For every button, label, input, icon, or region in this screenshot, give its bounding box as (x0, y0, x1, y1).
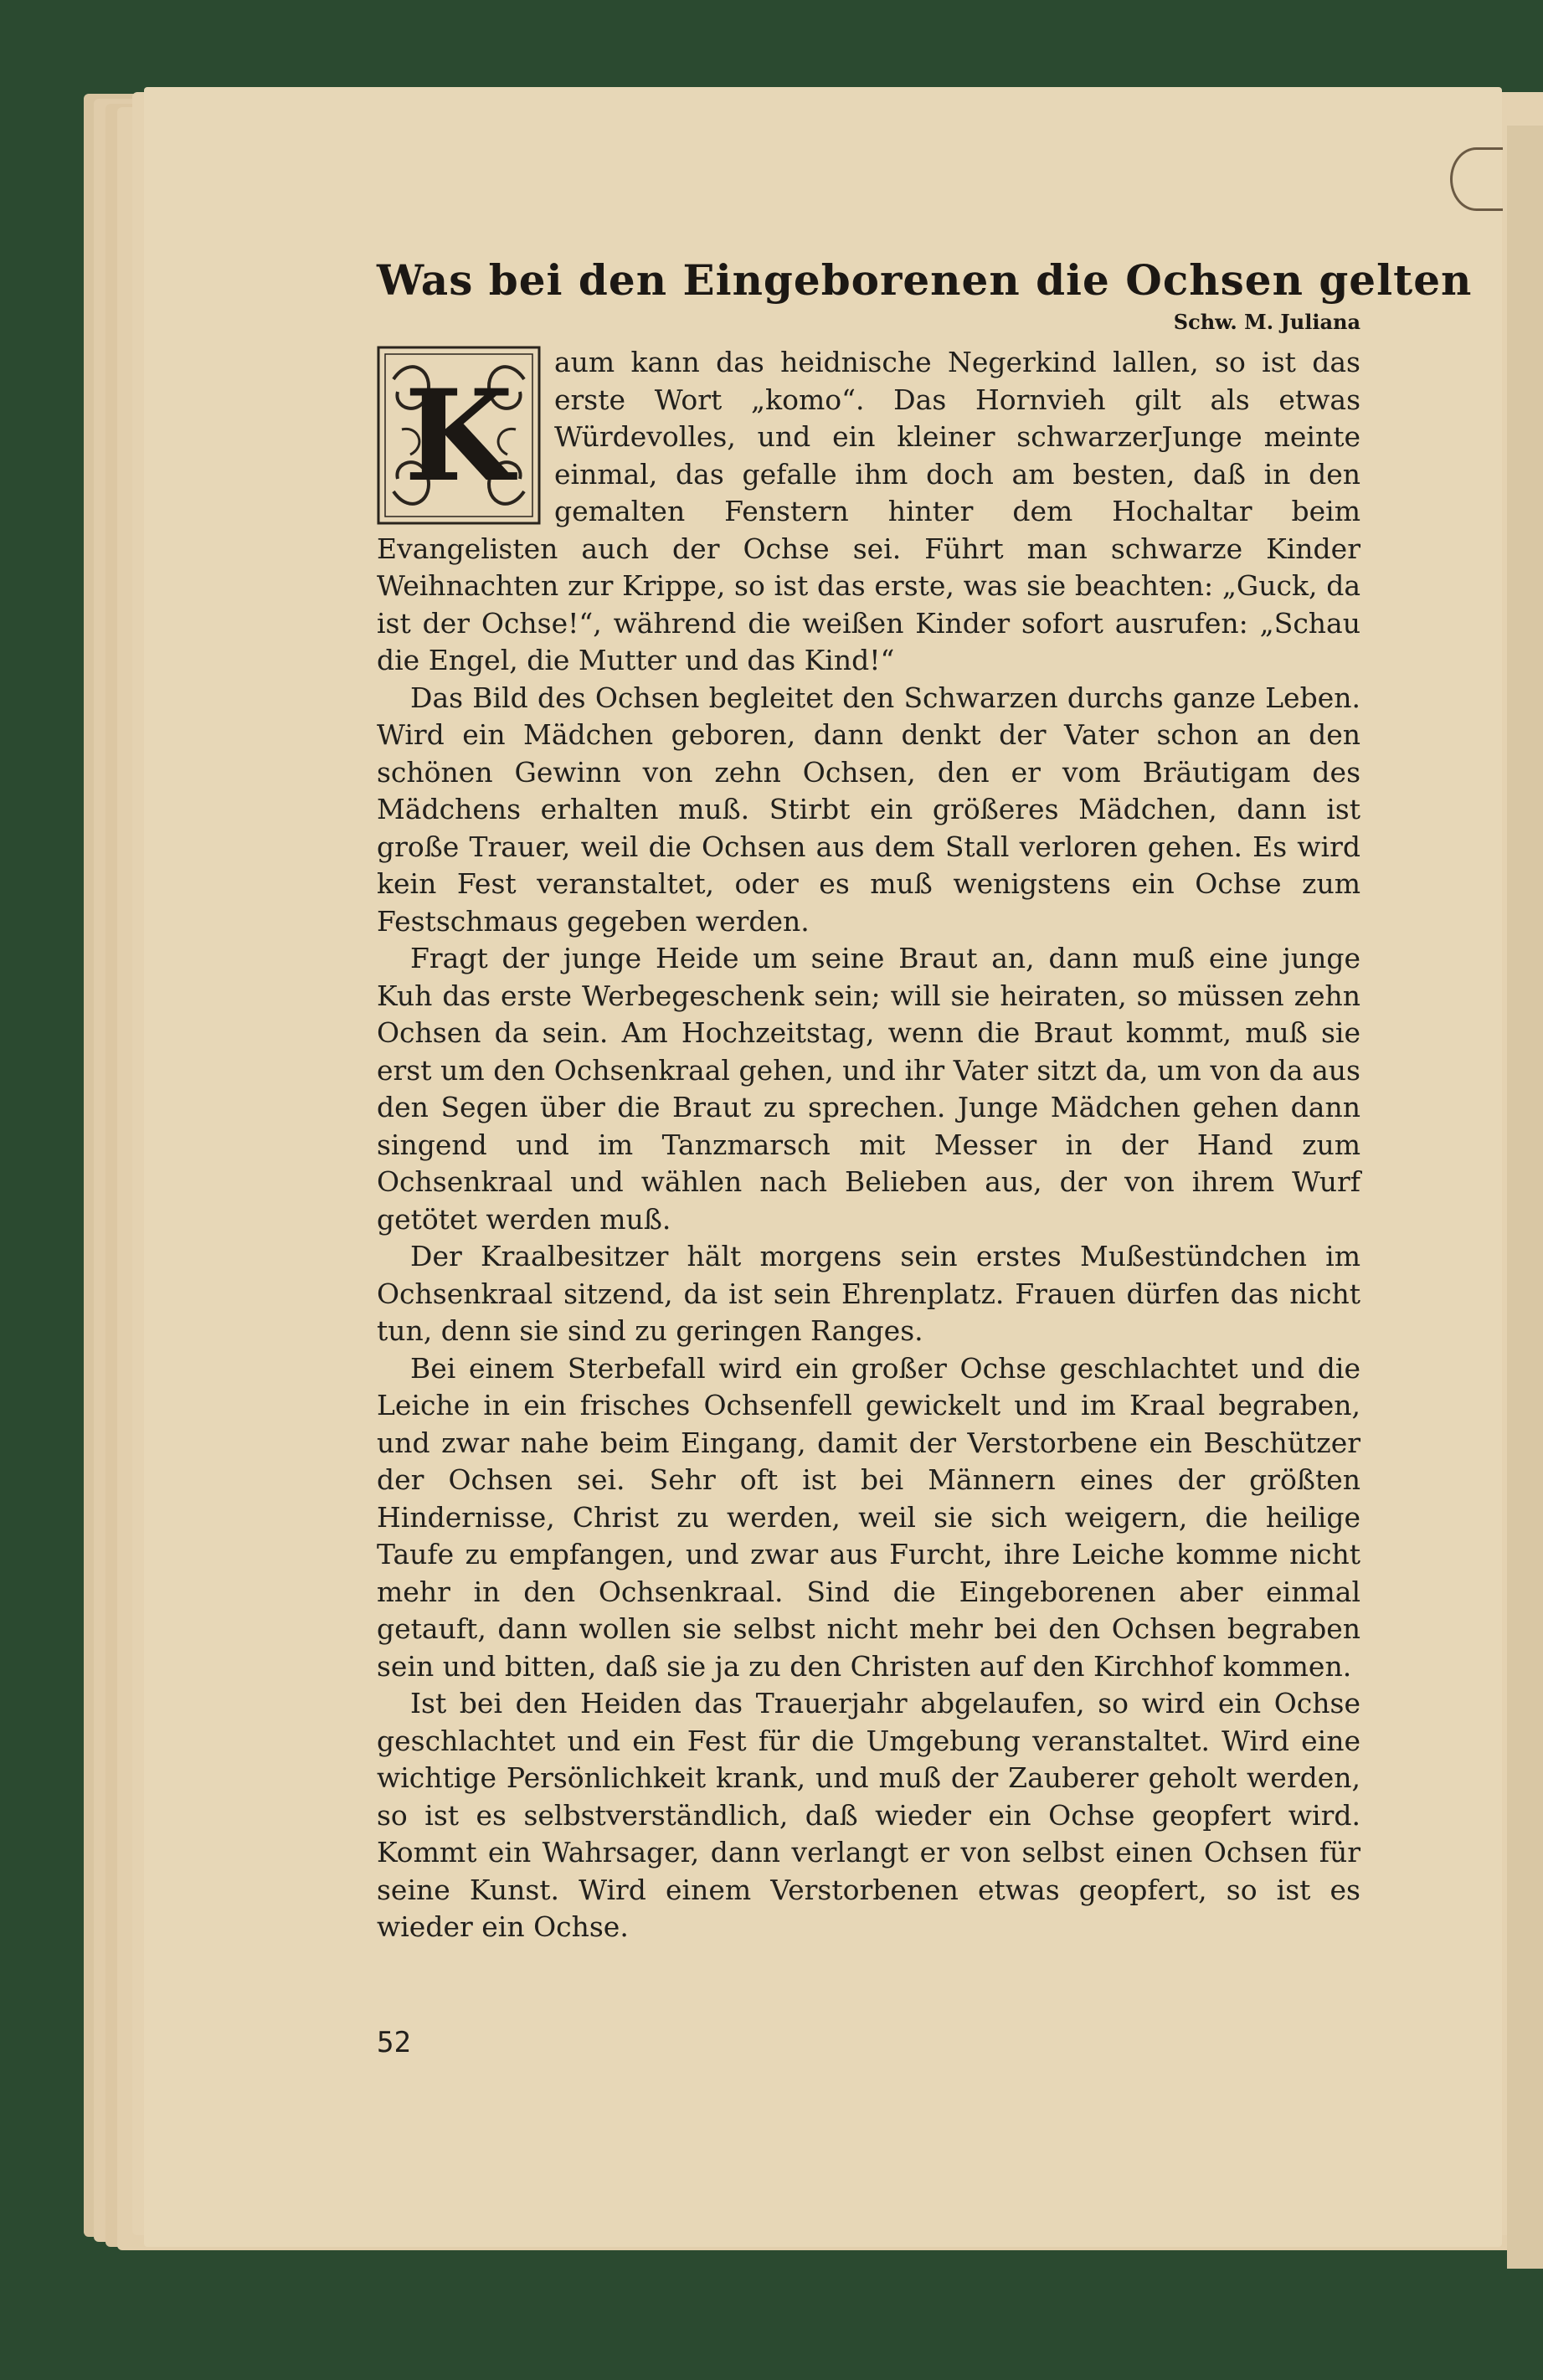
first-paragraph (377, 344, 1360, 680)
article (377, 255, 1473, 1946)
paragraph: Das Bild des Ochsen begleitet den Schwarzen durchs ganze Leben. Wird ein Mädchen geboren, dann denkt der Vater schon an den schönen Gewinn von zehn Ochsen, den er vom Bräutigam des Mädchens erhalten muß. Stirbt ein größeres Mädchen, dann ist große Trauer, weil die Ochsen aus dem Stall verloren gehen. Es wird kein Fest veranstaltet, oder es muß wenigstens ein Ochse zum Festschmaus gegeben werden. (377, 681, 1360, 938)
ornamental-initial (377, 346, 541, 525)
binding-hole (1450, 147, 1503, 211)
paragraph: Fragt der junge Heide um seine Braut an, dann muß eine junge Kuh das erste Werbegeschenk sein; will sie heiraten, so müssen zehn Ochsen da sein. Am Hochzeitstag, wenn die Braut kommt, muß sie erst um den Ochsenkraal gehen, und ihr Vater sitzt da, um von da aus den Segen über die Braut zu sprechen. Junge Mädchen gehen dann singend und im Tanzmarsch mit Messer in der Hand zum Ochsenkraal und wählen nach Belieben aus, der von ihrem Wurf getötet werden muß. (377, 942, 1360, 1236)
facing-page-edge (1507, 126, 1543, 2269)
dropcap-letter: K (404, 362, 514, 510)
paragraph: Bei einem Sterbefall wird ein großer Ochse geschlachtet und die Leiche in ein frisches Ochsenfell gewickelt und im Kraal begraben, und zwar nahe beim Eingang, damit der Verstorbene ein Beschützer der Ochsen sei. Sehr oft ist bei Männern eines der größten Hindernisse, Christ zu werden, weil sie sich weigern, die heilige Taufe zu empfangen, und zwar aus Furcht, ihre Leiche komme nicht mehr in den Ochsenkraal. Sind die Eingeborenen aber einmal getauft, dann wollen sie selbst nicht mehr bei den Ochsen begraben sein und bitten, daß sie ja zu den Christen auf den Kirchhof kommen. (377, 1351, 1360, 1683)
article-body (377, 344, 1360, 1946)
page-number: 52 (377, 2026, 411, 2059)
article-title: Was bei den Eingeborenen die Ochsen gelten (377, 255, 1473, 305)
paragraph: Ist bei den Heiden das Trauerjahr abgelaufen, so wird ein Ochse geschlachtet und ein Fest für die Umgebung veranstaltet. Wird eine wichtige Persönlichkeit krank, und muß der Zauberer geholt werden, so ist es selbstverständlich, daß wieder ein Ochse geopfert wird. Kommt ein Wahrsager, dann verlangt er von selbst einen Ochsen für seine Kunst. Wird einem Verstorbenen etwas geopfert, so ist es wieder ein Ochse. (377, 1687, 1360, 1943)
paragraph: Der Kraalbesitzer hält morgens sein erstes Mußestündchen im Ochsenkraal sitzend, da ist sein Ehrenplatz. Frauen dürfen das nicht tun, denn sie sind zu geringen Ranges. (377, 1240, 1360, 1347)
article-author: Schw. M. Juliana (1173, 310, 1360, 334)
first-paragraph-text: aum kann das heidnische Negerkind lallen, so ist das erste Wort „komo“. Das Hornvieh gilt als etwas Würdevolles, und ein kleiner schwarzerJunge meinte einmal, das gefalle ihm doch am besten, daß in den gemalten Fenstern hinter dem Hochaltar beim Evangelisten auch der Ochse sei. Führt man schwarze Kinder Weihnachten zur Krippe, so ist das erste, was sie beachten: „Guck, da ist der Ochse!“, während die weißen Kinder sofort ausrufen: „Schau die Engel, die Mutter und das Kind!“ (377, 346, 1360, 676)
